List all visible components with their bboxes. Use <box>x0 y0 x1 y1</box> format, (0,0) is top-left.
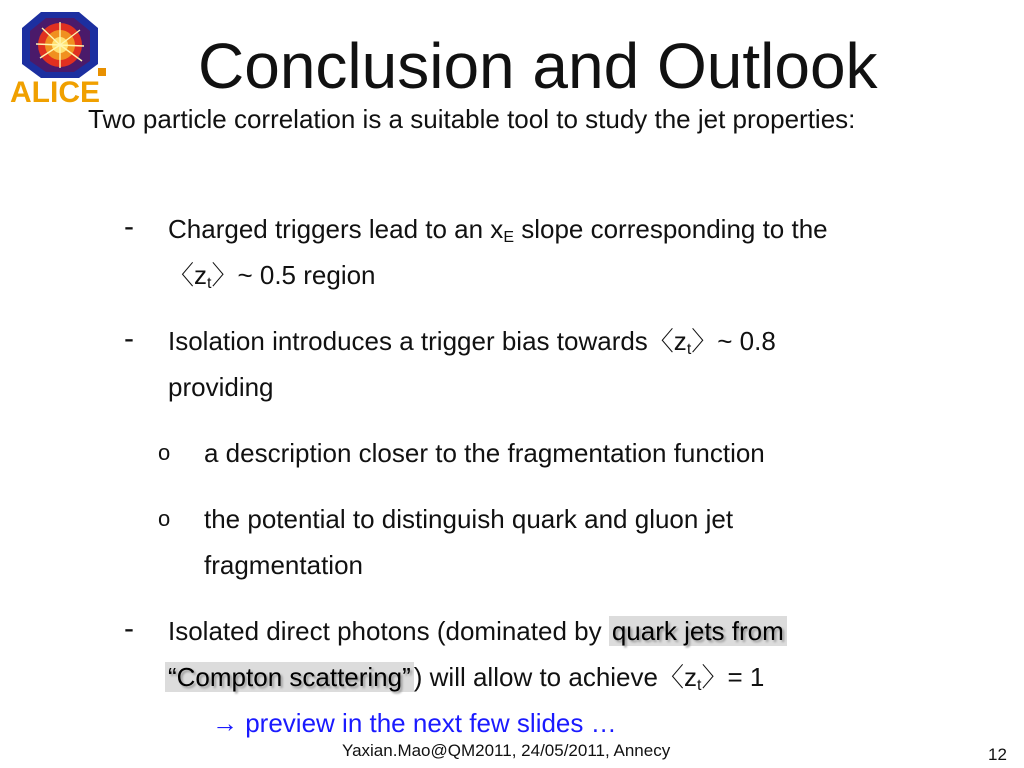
sub-bullet-2-line-2: fragmentation <box>204 550 363 580</box>
slide-title: Conclusion and Outlook <box>198 30 878 102</box>
alice-logo <box>6 6 114 106</box>
bullet-1-text: Charged triggers lead to an x <box>168 214 504 244</box>
bullet-dash-3: - <box>124 612 134 645</box>
logo-text: ALICE <box>10 76 100 106</box>
sub-bullet-marker-1: o <box>158 440 171 465</box>
highlight-compton-scattering: “Compton scattering” <box>165 662 414 692</box>
sub-bullet-marker-2: o <box>158 506 171 531</box>
footer-text: Yaxian.Mao@QM2011, 24/05/2011, Annecy <box>342 741 671 760</box>
sub-bullet-2-line-1: the potential to distinguish quark and gluon jet <box>204 504 734 534</box>
bullet-2-line-2: providing <box>168 372 274 402</box>
bullet-3-line-1 <box>168 608 787 654</box>
bullet-dash-1: - <box>124 210 134 243</box>
bullet-3-text-end: 〉= 1 <box>701 662 765 692</box>
bullet-1-z: 〈z <box>168 260 208 290</box>
alice-detector-icon <box>6 6 114 106</box>
page-number: 12 <box>988 745 1007 764</box>
bullet-1-text-end: slope corresponding to the <box>513 214 828 244</box>
sub-bullet-1: a description closer to the fragmentation function <box>204 438 765 468</box>
bullet-3-text-mid: ) will allow to achieve〈z <box>413 662 697 692</box>
bullet-dash-2: - <box>124 322 134 355</box>
bullet-3-text: Isolated direct photons (dominated by <box>168 616 609 646</box>
bullet-1-region: 〉~ 0.5 region <box>211 260 376 290</box>
preview-note: → preview in the next few slides … <box>212 708 617 738</box>
bullet-1-subscript: E <box>503 229 514 246</box>
intro-text: Two particle correlation is a suitable tool to study the jet properties: <box>88 104 856 134</box>
bullet-1-line-2 <box>168 252 376 307</box>
bullet-2-text-end: 〉~ 0.8 <box>691 326 776 356</box>
bullet-2-text: Isolation introduces a trigger bias towards〈z <box>168 326 687 356</box>
highlight-quark-jets: quark jets from <box>609 616 787 646</box>
bullet-2-subscript: t <box>686 341 692 358</box>
bullet-1-z-subscript: t <box>207 275 212 292</box>
bullet-3-subscript: t <box>696 677 702 694</box>
